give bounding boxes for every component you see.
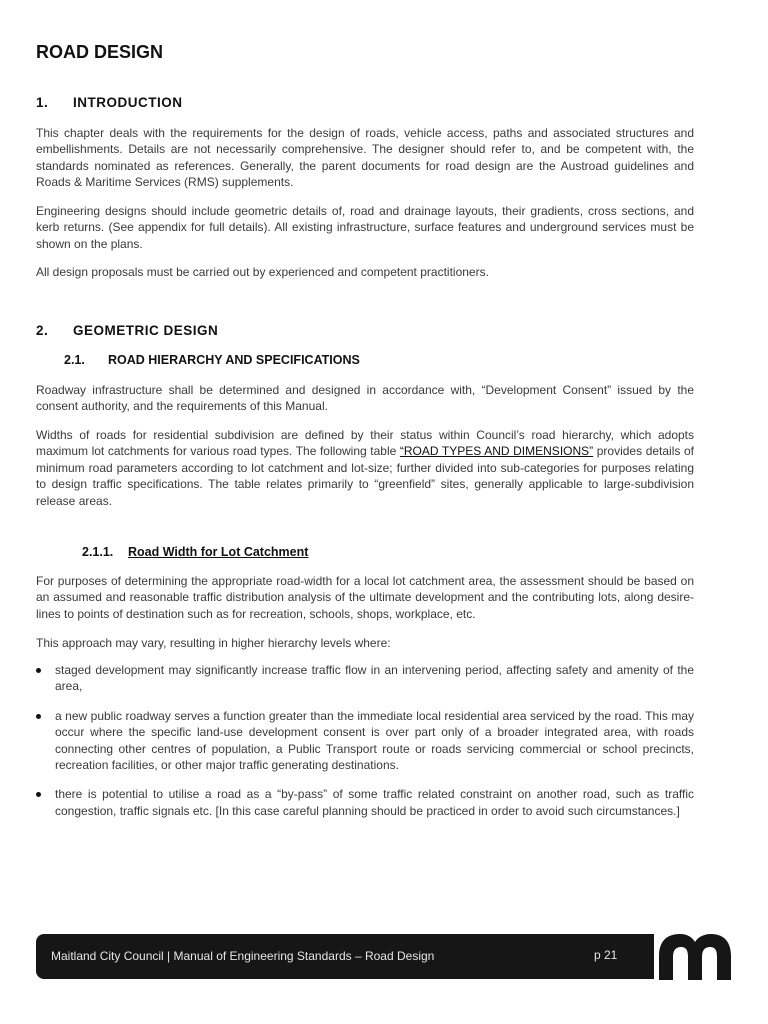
subsection-number: 2.1. — [64, 353, 85, 367]
hierarchy-paragraph-2 — [36, 427, 694, 509]
list-item — [36, 662, 694, 695]
section-heading-geometric-design — [36, 323, 218, 338]
list-item — [36, 786, 694, 819]
maitland-logo-icon — [654, 934, 734, 980]
section-title: GEOMETRIC DESIGN — [73, 323, 219, 338]
page-number: p 21 — [594, 948, 618, 962]
section-title: INTRODUCTION — [73, 95, 183, 110]
paragraph-text: Widths of roads for residential subdivision are defined by their status within Council’s road hierarchy, which adopts maximum lot catchments for various road types. The following table — [36, 428, 694, 459]
hierarchy-paragraph-1: Roadway infrastructure shall be determined and designed in accordance with, “Development Consent” issued by the consent authority, and the requirements of this Manual. — [36, 383, 694, 414]
section-heading-introduction — [36, 95, 183, 110]
intro-paragraph-3: All design proposals must be carried out by experienced and competent practitioners. — [36, 265, 489, 279]
list-item-text: there is potential to utilise a road as a “by-pass” of some traffic related constraint on another road, such as traffic congestion, traffic signals etc. [In this case careful planning should be practiced in order to avoid such circumstances.] — [55, 787, 694, 818]
subsubsection-number: 2.1.1. — [82, 545, 114, 559]
subsubsection-title: Road Width for Lot Catchment — [128, 545, 309, 559]
road-types-table-link[interactable]: “ROAD TYPES AND DIMENSIONS” — [399, 444, 594, 459]
paragraph-text: provides details of minimum road parameters according to lot catchment and lot-size; further divided into sub-categories for purposes relating to design traffic specifications. The table relates primarily to “greenfield” sites, generally applicable to large-subdivision release areas. — [36, 444, 694, 508]
intro-paragraph-2: Engineering designs should include geometric details of, road and drainage layouts, their gradients, cross sections, and kerb returns. (See appendix for full details). All existing infrastructure, surface features and underground services must be shown on the plans. — [36, 204, 694, 251]
page-footer — [36, 934, 732, 979]
subsection-heading-road-hierarchy — [64, 353, 360, 367]
subsection-title: ROAD HIERARCHY AND SPECIFICATIONS — [108, 353, 360, 367]
bullet-icon — [36, 714, 41, 719]
list-item-text: a new public roadway serves a function greater than the immediate local residential area serviced by the road. This may occur where the specific land-use development consent is over part only of a broader integrated area, with roads connecting other centres of population, a Public Transport route or roads servicing commercial or school precincts, recreation facilities, or other major traffic generating destinations. — [55, 708, 694, 773]
catchment-paragraph-1: For purposes of determining the appropriate road-width for a local lot catchment area, the assessment should be based on an assumed and reasonable traffic distribution analysis of the ultimate development and the contributing lots, along desire-lines to points of destination such as for recreation, schools, shops, workplace, etc. — [36, 574, 694, 621]
page-title: ROAD DESIGN — [36, 42, 164, 62]
intro-paragraph-1: This chapter deals with the requirements for the design of roads, vehicle access, paths and associated structures and embellishments. Details are not necessarily comprehensive. The designer should refer to, and be competent with, the standards nominated as references. Generally, the parent documents for road design are the Austroad guidelines and Roads & Maritime Services (RMS) supplements. — [36, 126, 694, 190]
catchment-paragraph-2: This approach may vary, resulting in higher hierarchy levels where: — [36, 636, 391, 650]
subsubsection-heading-road-width — [82, 545, 308, 559]
bullet-list — [36, 662, 694, 819]
section-number: 1. — [36, 95, 49, 110]
list-item — [36, 708, 694, 774]
footer-text: Maitland City Council | Manual of Engineering Standards – Road Design — [51, 949, 435, 963]
list-item-text: staged development may significantly increase traffic flow in an intervening period, affecting safety and amenity of the area, — [55, 663, 694, 694]
bullet-icon — [36, 792, 41, 797]
section-number: 2. — [36, 323, 49, 338]
bullet-icon — [36, 668, 41, 673]
